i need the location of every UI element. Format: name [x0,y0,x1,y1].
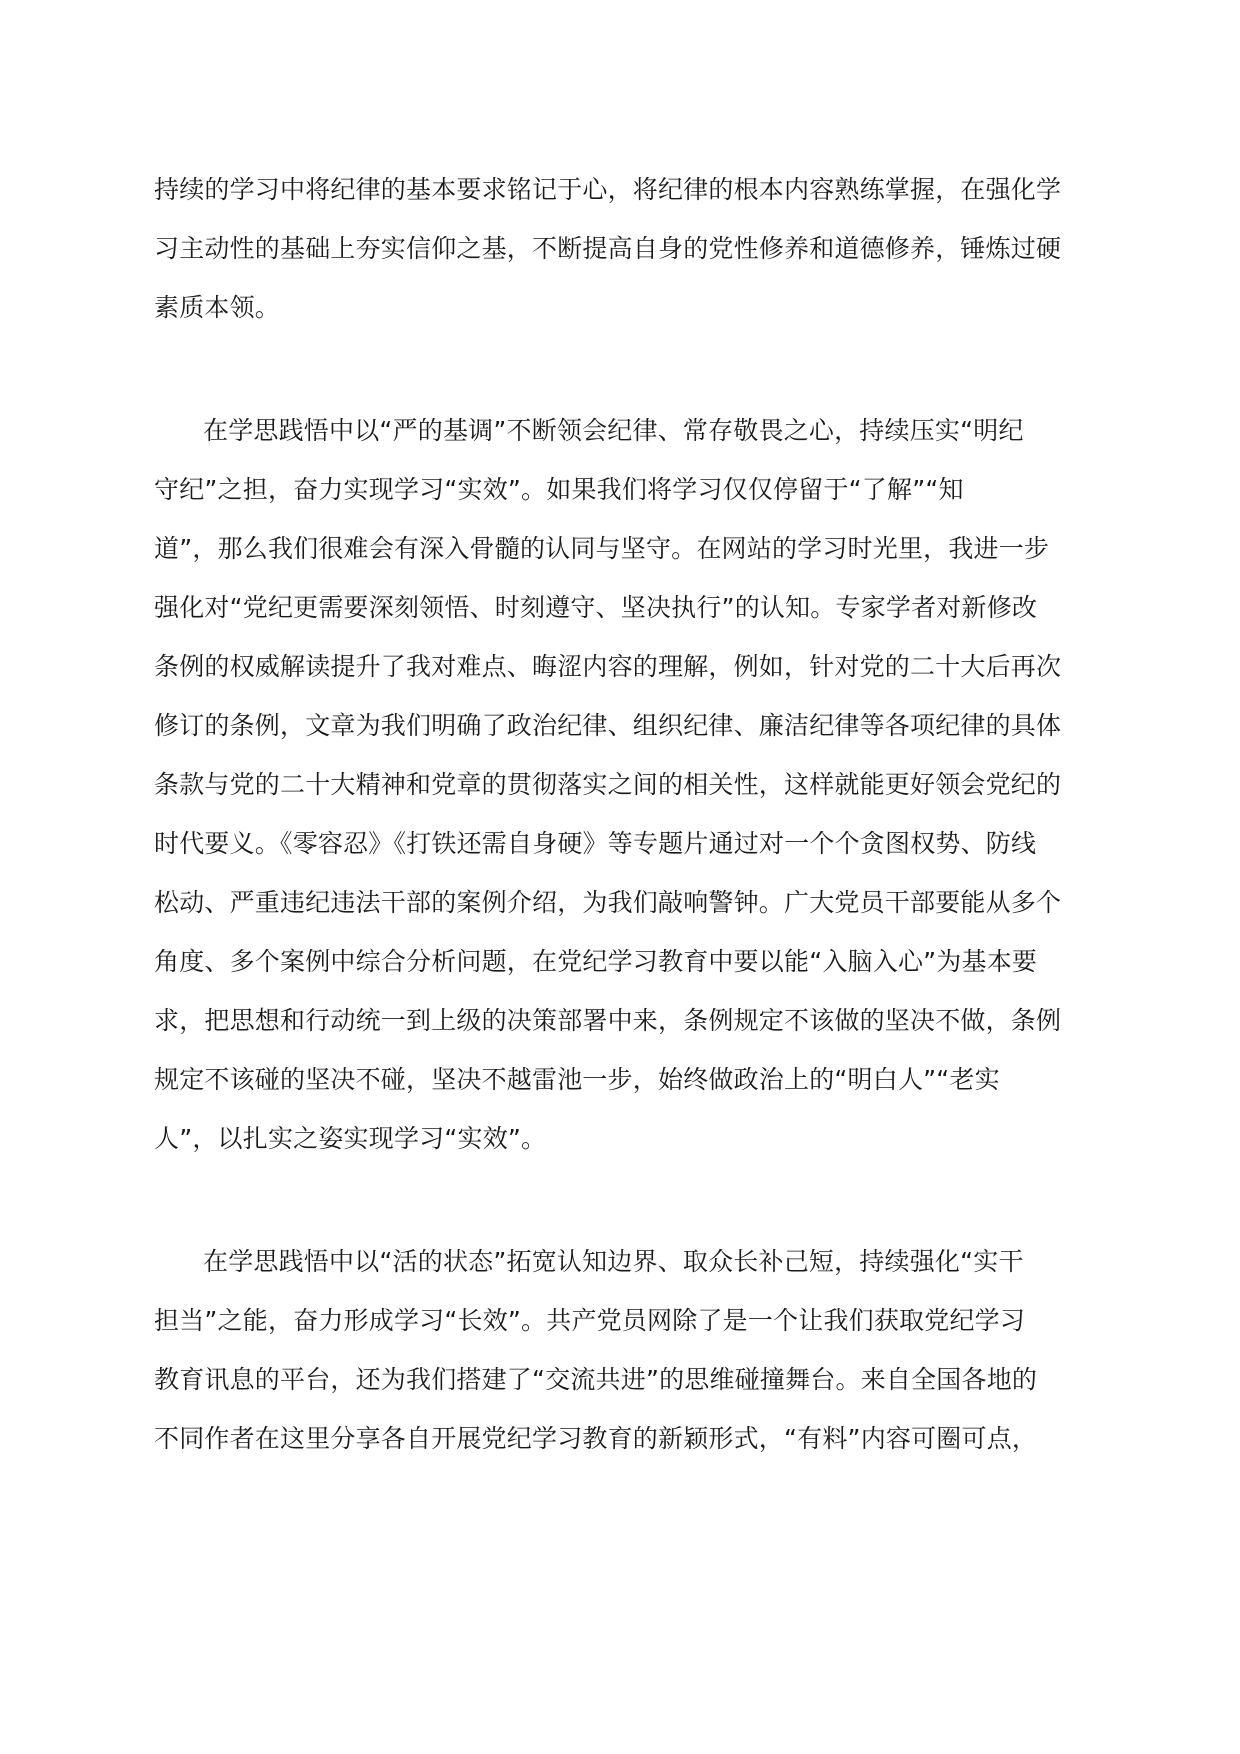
paragraph-2-line-1: 在学思践悟中以“严的基调”不断领会纪律、常存敬畏之心，持续压实“明纪 [203,416,1024,445]
paragraph-2-line-3: 道”，那么我们很难会有深入骨髓的认同与坚守。在网站的学习时光里，我进一步 [154,534,1050,563]
paragraph-1-line-3: 素质本领。 [154,293,281,322]
paragraph-2-line-2: 守纪”之担，奋力实现学习“实效”。如果我们将学习仅仅停留于“了解”“知 [154,475,964,504]
paragraph-2-line-5: 条例的权威解读提升了我对难点、晦涩内容的理解，例如，针对党的二十大后再次 [154,652,1062,681]
paragraph-2-line-13: 人”，以扎实之姿实现学习“实效”。 [154,1124,547,1153]
paragraph-3-line-4: 不同作者在这里分享各自开展党纪学习教育的新颖形式，“有料”内容可圈可点， [154,1424,1038,1453]
paragraph-2-line-7: 条款与党的二十大精神和党章的贯彻落实之间的相关性，这样就能更好领会党纪的 [154,770,1062,799]
paragraph-2-line-4: 强化对“党纪更需要深刻领悟、时刻遵守、坚决执行”的认知。专家学者对新修改 [154,593,1038,622]
paragraph-2-line-12: 规定不该碰的坚决不碰，坚决不越雷池一步，始终做政治上的“明白人”“老实 [154,1065,1000,1094]
paragraph-3-line-1: 在学思践悟中以“活的状态”拓宽认知边界、取众长补己短，持续强化“实干 [203,1247,1024,1276]
paragraph-2-line-6: 修订的条例，文章为我们明确了政治纪律、组织纪律、廉洁纪律等各项纪律的具体 [154,711,1062,740]
paragraph-2-line-11: 求，把思想和行动统一到上级的决策部署中来，条例规定不该做的坚决不做，条例 [154,1006,1062,1035]
paragraph-3-line-3: 教育讯息的平台，还为我们搭建了“交流共进”的思维碰撞舞台。来自全国各地的 [154,1365,1038,1394]
paragraph-3-line-2: 担当”之能，奋力形成学习“长效”。共产党员网除了是一个让我们获取党纪学习 [154,1306,1026,1335]
paragraph-2-line-9: 松动、严重违纪违法干部的案例介绍，为我们敲响警钟。广大党员干部要能从多个 [154,888,1062,917]
paragraph-2-line-10: 角度、多个案例中综合分析问题，在党纪学习教育中要以能“入脑入心”为基本要 [154,947,1038,976]
paragraph-1-line-2: 习主动性的基础上夯实信仰之基，不断提高自身的党性修养和道德修养，锤炼过硬 [154,234,1062,263]
paragraph-1-line-1: 持续的学习中将纪律的基本要求铭记于心，将纪律的根本内容熟练掌握，在强化学 [154,175,1062,204]
paragraph-2-line-8: 时代要义。《零容忍》《打铁还需自身硬》等专题片通过对一个个贪图权势、防线 [154,829,1037,858]
